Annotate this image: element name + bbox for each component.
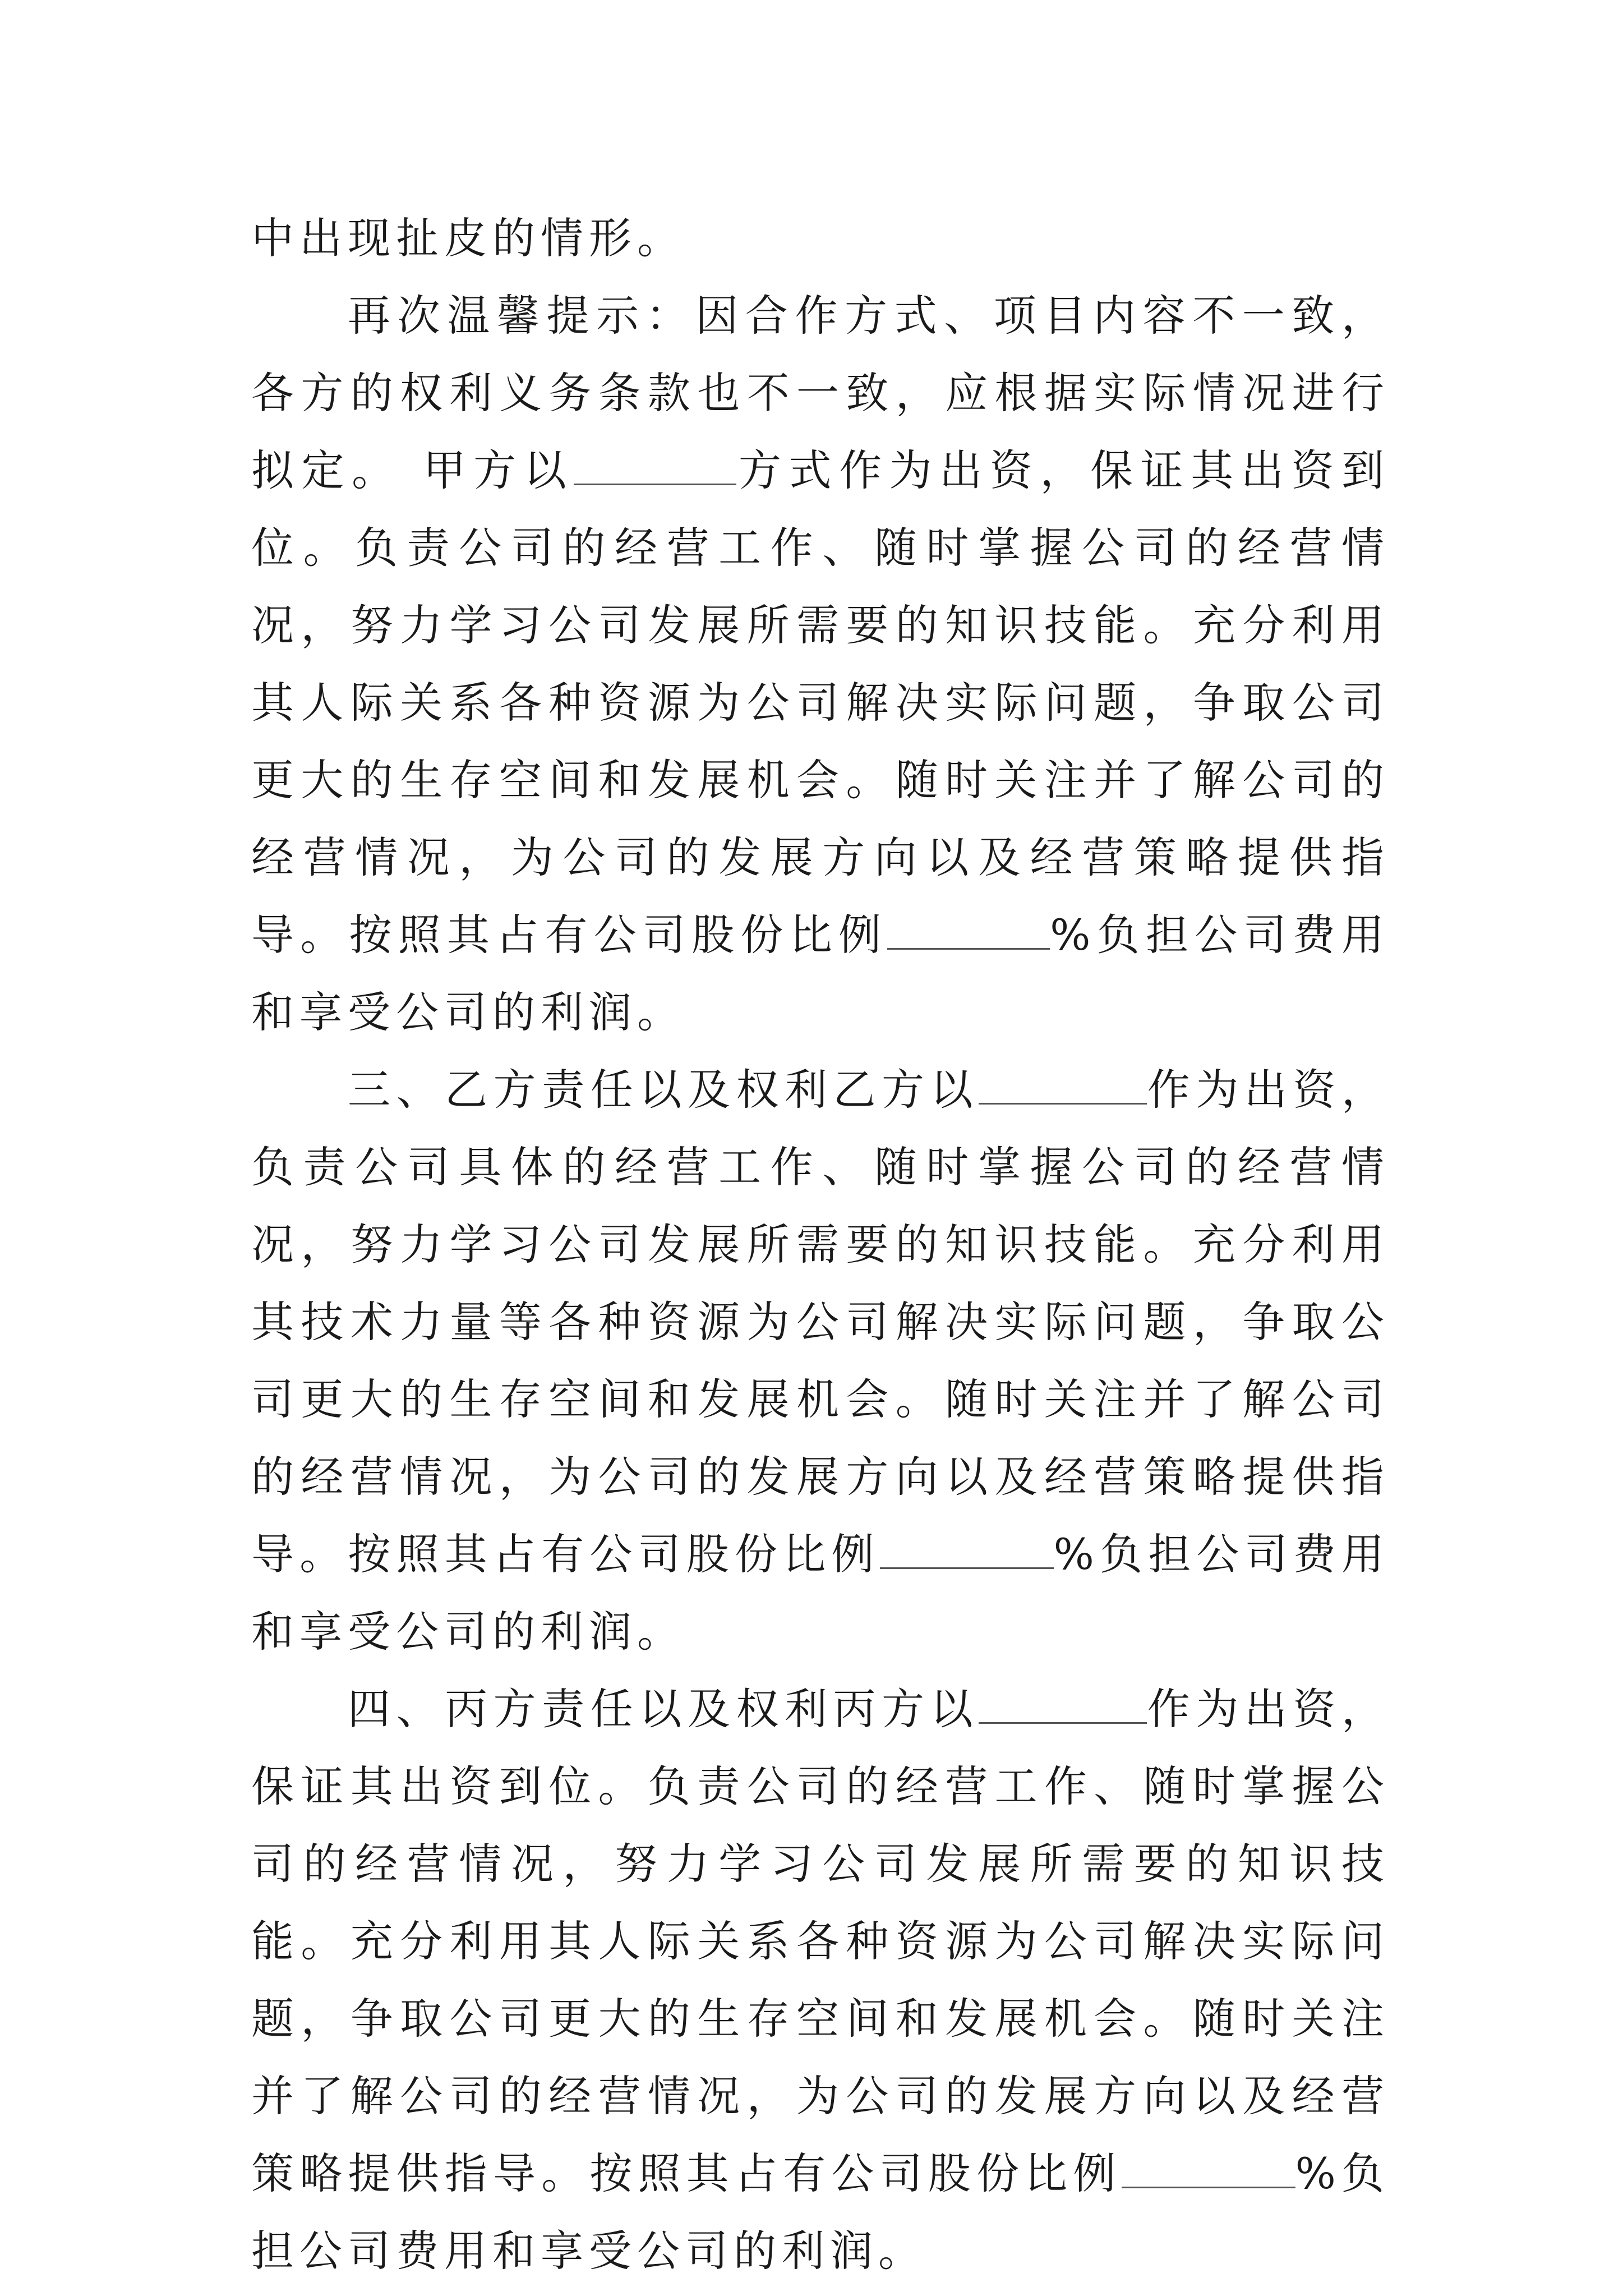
text-run: %负担公司费用和享受公司的利润。	[251, 1529, 1390, 1657]
text-run: 作为出资，保证其出资到位。负责公司的经营工作、随时掌握公司的经营情况，努力学习公司发展所需要的知识技能。充分利用其人际关系各种资源为公司解决实际问题，争取公司更大的生存空间和发展机会。随时关注并了解公司的经营情况，为公司的发展方向以及经营策略提供指导。按照其占有公司股份比例	[251, 1684, 1390, 2198]
fill-in-blank	[1122, 2154, 1295, 2188]
paragraph-continuation	[251, 200, 1390, 277]
text-run: 方式作为出资，保证其出资到位。负责公司的经营工作、随时掌握公司的经营情况，努力学习公司发展所需要的知识技能。充分利用其人际关系各种资源为公司解决实际问题，争取公司更大的生存空间和发展机会。随时关注并了解公司的经营情况，为公司的发展方向以及经营策略提供指导。按照其占有公司股份比例	[251, 445, 1390, 960]
fill-in-blank	[574, 451, 736, 485]
fill-in-blank	[887, 915, 1050, 950]
text-run: 三、乙方责任以及权利乙方以	[348, 1065, 979, 1115]
paragraph-party-b	[251, 1051, 1390, 1671]
text-run: 四、丙方责任以及权利丙方以	[348, 1684, 979, 1734]
document-body	[251, 200, 1390, 2290]
text-run: 作为出资，负责公司具体的经营工作、随时掌握公司的经营情况，努力学习公司发展所需要的知识技能。充分利用其技术力量等各种资源为公司解决实际问题，争取公司更大的生存空间和发展机会。随时关注并了解公司的经营情况，为公司的发展方向以及经营策略提供指导。按照其占有公司股份比例	[251, 1065, 1390, 1579]
text-run: 再次温馨提示：因合作方式、项目内容不一致，各方的权利义务条款也不一致，应根据实际情况进行拟定。 甲方以	[251, 291, 1390, 495]
fill-in-blank	[979, 1070, 1147, 1105]
text-run: %负担公司费用和享受公司的利润。	[251, 2148, 1390, 2276]
paragraph-party-c	[251, 1671, 1390, 2290]
paragraph-reminder-party-a	[251, 277, 1390, 1051]
text-run: %负担公司费用和享受公司的利润。	[251, 910, 1390, 1037]
fill-in-blank	[880, 1535, 1054, 1569]
fill-in-blank	[979, 1690, 1147, 1724]
text-run: 中出现扯皮的情形。	[251, 213, 685, 263]
